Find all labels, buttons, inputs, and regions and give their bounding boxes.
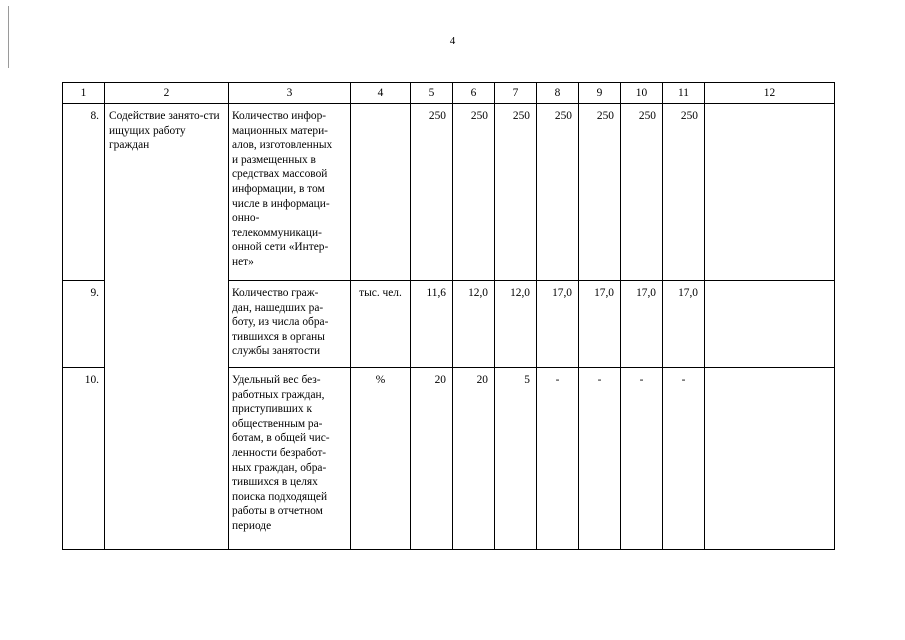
indicator-cell: Удельный вес без- работных граждан, приступивших к общественным ра- ботам, в общей чис- ленности безработ- ных граждан, обра- тившихся в целях поиска подходящей работы в отчетном периоде bbox=[229, 368, 351, 550]
column-number: 9 bbox=[579, 83, 621, 104]
indicators-table bbox=[62, 82, 835, 550]
row-number: 9. bbox=[63, 281, 105, 368]
column-number: 7 bbox=[495, 83, 537, 104]
value-cell: 250 bbox=[537, 104, 579, 281]
row-number: 8. bbox=[63, 104, 105, 281]
unit-cell: % bbox=[351, 368, 411, 550]
value-cell: 17,0 bbox=[579, 281, 621, 368]
value-cell: 12,0 bbox=[453, 281, 495, 368]
unit-cell bbox=[351, 104, 411, 281]
value-cell: 12,0 bbox=[495, 281, 537, 368]
value-cell: 250 bbox=[621, 104, 663, 281]
value-cell: - bbox=[621, 368, 663, 550]
value-cell: 17,0 bbox=[663, 281, 705, 368]
column-number: 4 bbox=[351, 83, 411, 104]
column-number: 2 bbox=[105, 83, 229, 104]
row-number: 10. bbox=[63, 368, 105, 550]
column-number: 10 bbox=[621, 83, 663, 104]
value-cell: 17,0 bbox=[621, 281, 663, 368]
value-cell: 250 bbox=[453, 104, 495, 281]
column-number: 6 bbox=[453, 83, 495, 104]
column-number: 8 bbox=[537, 83, 579, 104]
value-cell: 20 bbox=[453, 368, 495, 550]
value-cell: 250 bbox=[663, 104, 705, 281]
column-number-row bbox=[63, 83, 835, 104]
note-cell bbox=[705, 281, 835, 368]
indicator-cell: Количество граж- дан, нашедших ра- боту, из числа обра- тившихся в органы службы занятости bbox=[229, 281, 351, 368]
value-cell: 11,6 bbox=[411, 281, 453, 368]
value-cell: 250 bbox=[495, 104, 537, 281]
column-number: 1 bbox=[63, 83, 105, 104]
column-number: 12 bbox=[705, 83, 835, 104]
page-number: 4 bbox=[449, 35, 456, 47]
column-number: 11 bbox=[663, 83, 705, 104]
column-number: 3 bbox=[229, 83, 351, 104]
goal-cell: Содействие занято-сти ищущих работу граждан bbox=[105, 104, 229, 550]
value-cell: 20 bbox=[411, 368, 453, 550]
value-cell: 17,0 bbox=[537, 281, 579, 368]
indicator-cell: Количество инфор- мационных матери- алов, изготовленных и размещенных в средствах массовой информации, в том числе в информаци- онно- телекоммуникаци- онной сети «Интер- нет» bbox=[229, 104, 351, 281]
value-cell: - bbox=[663, 368, 705, 550]
column-number: 5 bbox=[411, 83, 453, 104]
value-cell: 5 bbox=[495, 368, 537, 550]
unit-cell: тыс. чел. bbox=[351, 281, 411, 368]
table-row bbox=[63, 104, 835, 281]
value-cell: - bbox=[537, 368, 579, 550]
value-cell: 250 bbox=[411, 104, 453, 281]
value-cell: 250 bbox=[579, 104, 621, 281]
note-cell bbox=[705, 104, 835, 281]
value-cell: - bbox=[579, 368, 621, 550]
note-cell bbox=[705, 368, 835, 550]
